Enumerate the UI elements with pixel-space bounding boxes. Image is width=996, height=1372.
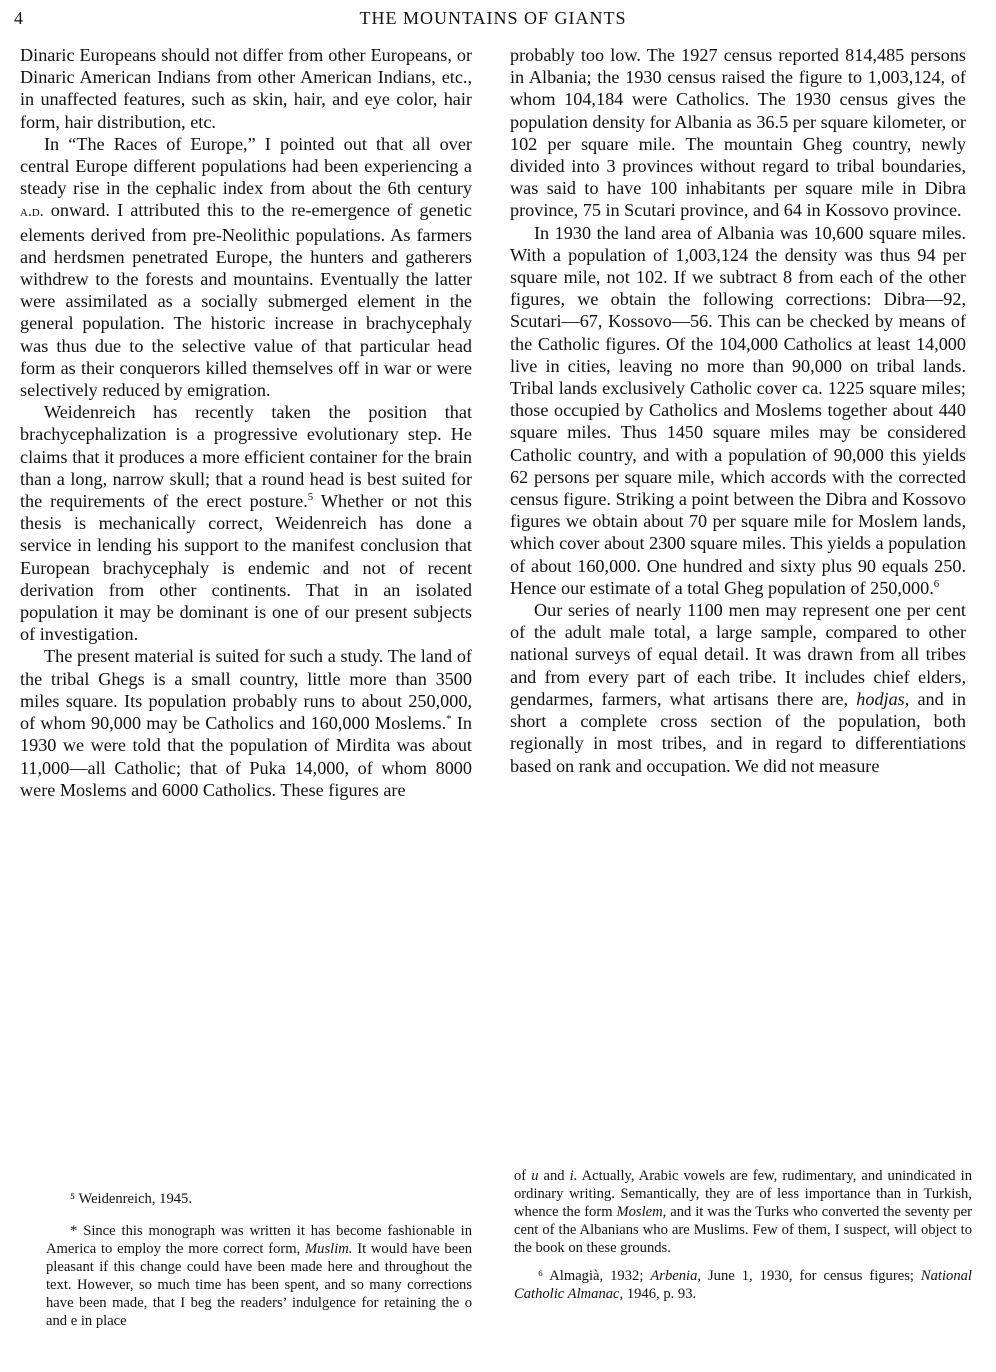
text-run: The present material is suited for such a study. The land of the tribal Ghegs is a small country, little more than 3500 miles square. Its population probably runs to about 250,000, of whom 90,000 may be Catholics and 160,000 Moslems. <box>20 646 472 734</box>
text-run: ⁶ Almagià, 1932; <box>538 1268 651 1284</box>
paragraph <box>510 599 966 777</box>
text-run: It would have been pleasant if this change could have been made here and throughout the text. However, so much time has been spent, and so many corrections have been made, that I beg the readers’ indulgence for retaining the o and e in place <box>46 1241 472 1329</box>
era-abbreviation: a.d. <box>20 203 44 221</box>
text-run: In “The Races of Europe,” I pointed out that all over central Europe different populations had been experiencing a steady rise in the cephalic index from about the 6th century <box>20 133 472 199</box>
text-run: onward. I attributed this to the re-emergence of genetic elements derived from pre-Neolithic populations. As farmers and herdsmen penetrated Europe, the hunters and gatherers withdrew to the forests and mountains. Eventually the latter were assimilated as a socially submerged element in the general population. The historic increase in brachycephaly was thus due to the selective value of that particular head form as their conquerors killed themselves off in war or were selectively reduced by emigration. <box>20 200 472 401</box>
footnote: ⁵ Weidenreich, 1945. <box>70 1191 192 1207</box>
text-run: Weidenreich has recently taken the position that brachycephalization is a progressive evolutionary step. He claims that it produces a more efficient container for the brain than a long, narrow skull; that a round head is best suited for the requirements of the erect posture. <box>20 402 472 512</box>
paragraph <box>20 401 472 645</box>
text-run: Whether or not this thesis is mechanically correct, Weidenreich has done a service in lending his support to the manifest conclusion that European brachycephaly is endemic and not of recent derivation from other continents. That in an isolated population it may be dominant is one of our present subjects of investigation. <box>20 491 472 645</box>
footnote <box>514 1267 972 1303</box>
paragraph <box>20 645 472 800</box>
text-run: In 1930 the land area of Albania was 10,600 square miles. With a population of 1,003,124 the density was thus 94 per square mile, not 102. If we subtract 8 from each of the other figures, we obtain the following corrections: Dibra—92, Scutari—67, Kossovo—56. This can be checked by means of the Catholic figures. Of the 104,000 Catholics at least 14,000 live in cities, leaving no more than 90,000 on tribal lands. Tribal lands exclusively Catholic cover ca. 1225 square miles; those occupied by Catholics and Moslems together about 440 square miles. Thus 1450 square miles may be considered Catholic country, and with a population of 90,000 this yields 62 persons per square mile, which accords with the corrected census figure. Striking a point between the Dibra and Kossovo figures we obtain about 70 per square mile for Moslem lands, which cover about 2300 square miles. This yields a population of about 160,000. One hundred and sixty plus 90 equals 250. Hence our estimate of a total Gheg population of 250,000. <box>510 222 966 598</box>
text-run: * Since this monograph was written it has become fashionable in America to employ the more correct form, <box>46 1223 472 1257</box>
footnotes-left <box>46 1190 472 1330</box>
footnote <box>46 1222 472 1330</box>
paragraph <box>510 222 966 599</box>
footnotes-right <box>514 1167 972 1303</box>
running-title: THE MOUNTAINS OF GIANTS <box>359 8 627 28</box>
text-run: In 1930 we were told that the population of Mirdita was about 11,000—all Catholic; that of Puka 14,000, of whom 8000 were Moslems and 6000 Catholics. These figures are <box>20 713 472 800</box>
italic-term: Arbenia, <box>650 1268 702 1284</box>
text-run: Our series of nearly 1100 men may represent one per cent of the adult male total, a large sample, compared to other national surveys of equal detail. It was drawn from all tribes and from every part of each tribe. It includes chief elders, gendarmes, farmers, what artisans there are, <box>510 600 966 709</box>
text-run: and it was the Turks who converted the seventy per cent of the Albanians who are Muslims. Few of them, I suspect, will object to the book on these grounds. <box>514 1204 972 1256</box>
italic-term: u <box>531 1168 539 1184</box>
text-run: and in short a complete cross section of the population, both regionally in most tribes, and in regard to differentiations based on rank and occupation. We did not measure <box>510 688 966 776</box>
italic-term: Moslem, <box>616 1204 667 1220</box>
footnote-continuation <box>514 1167 972 1257</box>
paragraph: Dinaric Europeans should not differ from other Europeans, or Dinaric American Indians from other American Indians, etc., in unaffected features, such as skin, hair, and eye color, hair form, hair distribution, etc. <box>20 45 472 132</box>
text-run: 1946, p. 93. <box>623 1286 697 1302</box>
italic-term: Muslim. <box>305 1241 353 1257</box>
left-column <box>20 44 472 801</box>
footnote-ref: 5 <box>307 491 314 503</box>
text-run: June 1, 1930, for census figures; <box>701 1268 921 1284</box>
page-number: 4 <box>14 8 23 28</box>
text-run: of <box>514 1168 532 1184</box>
paragraph: probably too low. The 1927 census reported 814,485 persons in Albania; the 1930 census raised the figure to 1,003,124, of whom 104,184 were Catholics. The 1930 census gives the population density for Albania as 36.5 per square kilometer, or 102 per square mile. The mountain Gheg country, newly divided into 3 provinces without regard to tribal boundaries, was said to have 100 inhabitants per square mile in Dibra province, 75 in Scutari province, and 64 in Kossovo province. <box>510 45 966 221</box>
page-header <box>14 8 972 32</box>
right-column <box>510 44 966 777</box>
footnote-ref: 6 <box>933 577 940 590</box>
italic-term: i. <box>569 1168 578 1184</box>
text-run: Actually, Arabic vowels are few, rudimentary, and unindicated in ordinary writing. Semantically, they are of less importance than in Turkish, whence the form <box>514 1168 972 1220</box>
italic-term: hodjas, <box>856 688 910 709</box>
italic-term: National Catholic Almanac, <box>514 1268 972 1302</box>
footnote-ref: * <box>446 713 452 726</box>
paragraph <box>20 133 472 401</box>
text-run: and <box>538 1168 570 1184</box>
